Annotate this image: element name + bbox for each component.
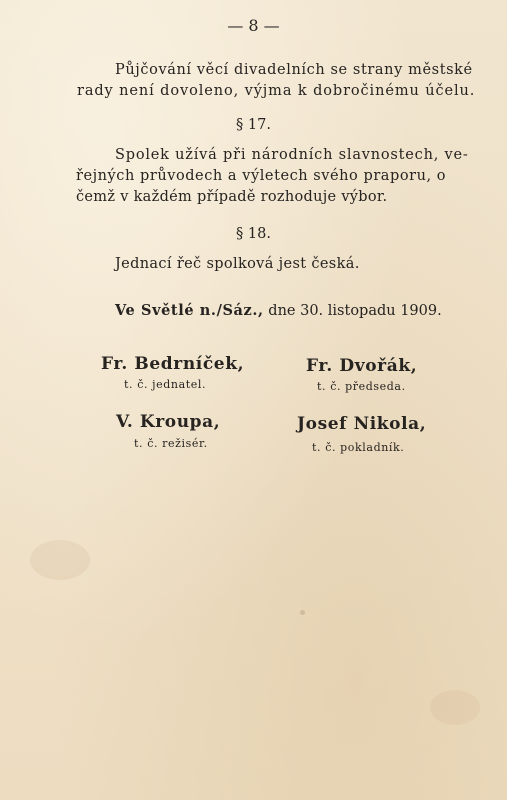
paragraph-line: čemž v každém případě rozhoduje výbor. xyxy=(76,189,388,205)
signature-role: t. č. režisér. xyxy=(134,437,208,450)
signature-role: t. č. pokladník. xyxy=(312,441,405,454)
paper-stain xyxy=(430,690,480,725)
dateline-date: dne 30. listopadu 1909. xyxy=(263,303,442,319)
dateline xyxy=(115,302,442,319)
section-heading: § 17. xyxy=(236,117,271,133)
paragraph-line: Jednací řeč spolková jest česká. xyxy=(115,256,360,272)
signature-name: Fr. Bedrníček, xyxy=(101,354,245,374)
signature-name: Fr. Dvořák, xyxy=(306,356,418,376)
page-number: — 8 — xyxy=(227,16,280,35)
paragraph-line: řejných průvodech a výletech svého praporu, o xyxy=(76,168,447,184)
dateline-place: Ve Světlé n./Sáz., xyxy=(115,302,264,319)
section-heading: § 18. xyxy=(236,226,271,242)
signature-name: V. Kroupa, xyxy=(116,412,221,432)
paragraph-line: Půjčování věcí divadelních se strany městské xyxy=(115,62,473,78)
paragraph-line: Spolek užívá při národních slavnostech, ve- xyxy=(115,147,469,163)
paper-stain xyxy=(30,540,90,580)
signature-role: t. č. jednatel. xyxy=(124,378,207,391)
signature-role: t. č. předseda. xyxy=(317,380,406,393)
signature-name: Josef Nikola, xyxy=(297,414,427,434)
paper-spot xyxy=(300,610,305,615)
paragraph-line: rady není dovoleno, výjma k dobročinému účelu. xyxy=(77,83,476,99)
